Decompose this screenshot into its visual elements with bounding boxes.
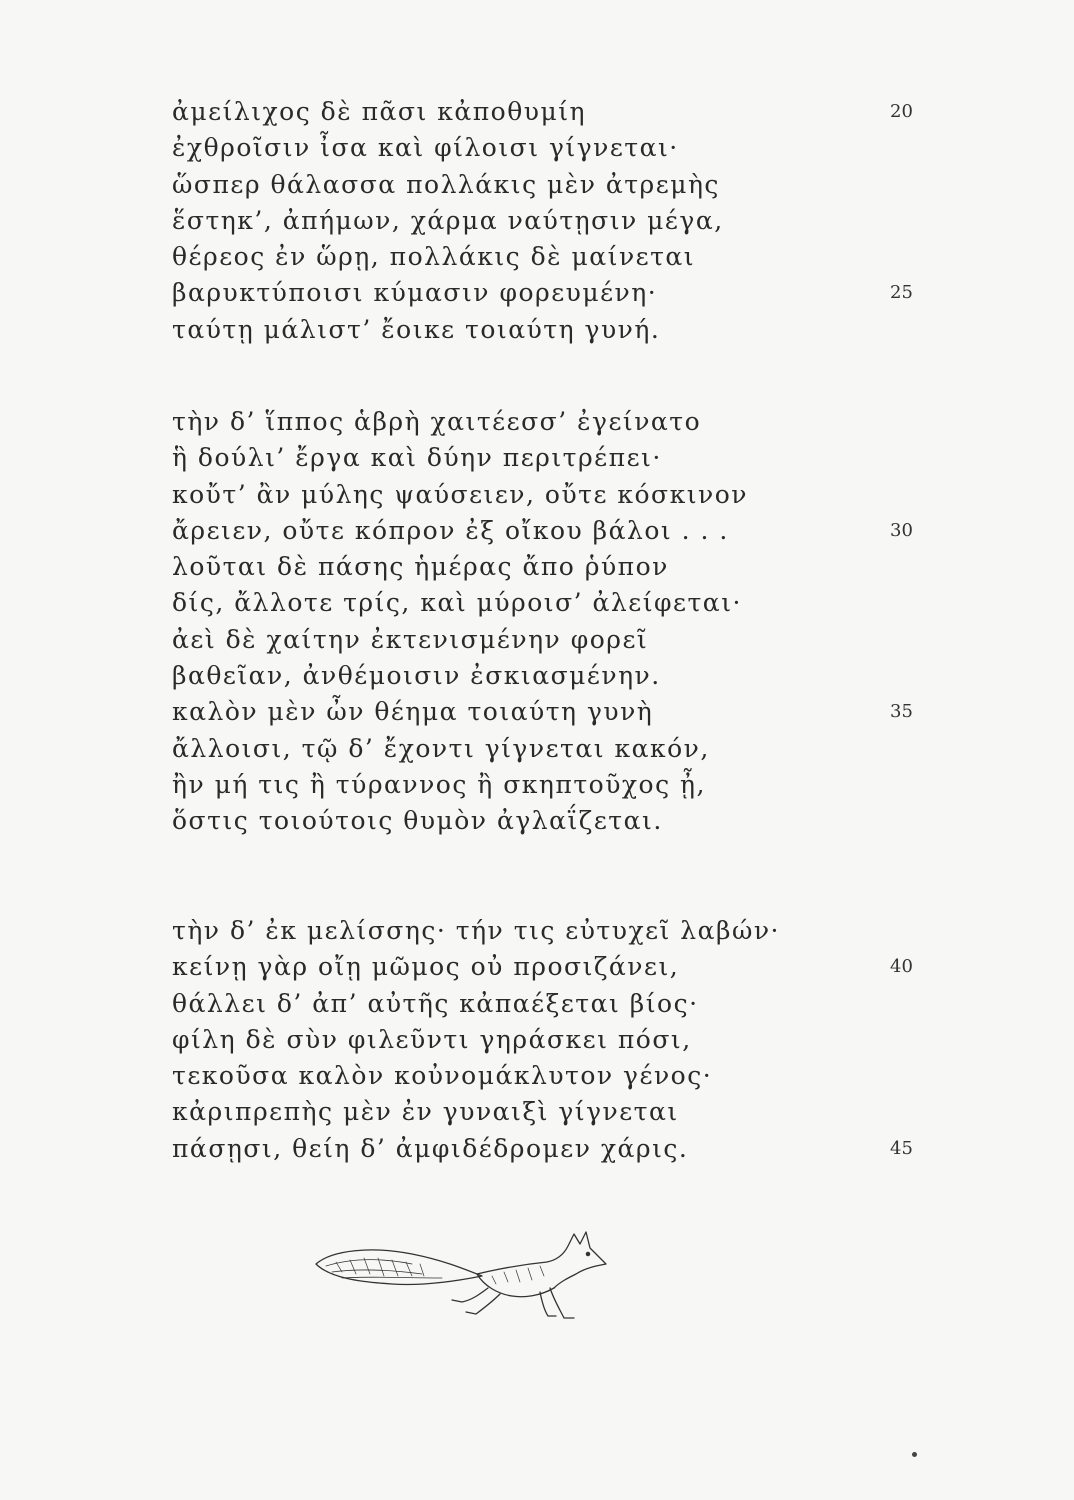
verse-text: ἢν μή τις ἢ τύραννος ἢ σκηπτοῦχος ᾖ, (172, 769, 706, 799)
verse-line (172, 477, 932, 513)
verse-line (172, 767, 932, 803)
verse-text: ταύτῃ μάλιστ’ ἔοικε τοιαύτη γυνή. (172, 314, 661, 344)
verse-text: ἀεὶ δὲ χαίτην ἐκτενισμένην φορεῖ (172, 624, 649, 654)
verse-text: ἐχθροῖσιν ἶσα καὶ φίλοισι γίγνεται· (172, 133, 679, 163)
verse-text: κείνῃ γὰρ οἴῃ μῶμος οὐ προσιζάνει, (172, 952, 680, 982)
verse-text: ἕστηκ’, ἀπήμων, χάρμα ναύτῃσιν μέγα, (172, 205, 724, 235)
verse-line (172, 1022, 932, 1058)
stanza-1 (172, 94, 932, 348)
verse-line (172, 275, 932, 311)
verse-text: πάσῃσι, θείη δ’ ἀμφιδέδρομεν χάρις. (172, 1133, 689, 1163)
verse-text: θέρεος ἐν ὥρῃ, πολλάκις δὲ μαίνεται (172, 242, 696, 272)
verse-text: φίλη δὲ σὺν φιλεῦντι γηράσκει πόσι, (172, 1024, 692, 1054)
verse-line (172, 731, 932, 767)
verse-line (172, 1094, 932, 1130)
verse-line (172, 840, 932, 876)
verse-line (172, 549, 932, 585)
verse-line (172, 130, 932, 166)
verse-line (172, 1131, 932, 1167)
line-number: 45 (890, 1137, 913, 1159)
verse-text: βαρυκτύποισι κύμασιν φορευμένη· (172, 278, 658, 308)
verse-text: κοὔτ’ ἂν μύλης ψαύσειεν, οὔτε κόσκινον (172, 479, 748, 509)
verse-text: ἀμείλιχος δὲ πᾶσι κἀποθυμίη (172, 97, 586, 126)
fox-icon (312, 1222, 612, 1326)
verse-text: ὅστις τοιούτοις θυμὸν ἀγλαΐζεται. (172, 806, 663, 836)
page-mark (912, 1452, 917, 1457)
stanza-3 (172, 913, 932, 1167)
line-number: 30 (890, 519, 913, 541)
verse-text: βαθεῖαν, ἀνθέμοισιν ἐσκιασμένην. (172, 661, 661, 691)
verse-text: λοῦται δὲ πάσης ἡμέρας ἄπο ῥύπον (172, 552, 669, 582)
verse-text: ἄλλοισι, τῷ δ’ ἔχοντι γίγνεται κακόν, (172, 733, 710, 763)
verse-line (172, 658, 932, 694)
verse-text: τὴν δ’ ἐκ μελίσσης· τήν τις εὐτυχεῖ λαβών· (172, 916, 781, 945)
line-number: 20 (890, 101, 913, 122)
line-number: 35 (890, 701, 913, 723)
verse-text: δίς, ἄλλοτε τρίς, καὶ μύροισ’ ἀλείφεται· (172, 588, 742, 618)
verse-line (172, 440, 932, 476)
verse-text: θάλλει δ’ ἀπ’ αὐτῆς κἀπαέξεται βίος· (172, 988, 699, 1018)
verse-line (172, 803, 932, 839)
verse-line (172, 949, 932, 985)
verse-line (172, 312, 932, 348)
verse-text: ἣ δούλι’ ἔργα καὶ δύην περιτρέπει· (172, 443, 662, 473)
verse-line (172, 404, 932, 440)
verse-line (172, 1058, 932, 1094)
verse-line (172, 585, 932, 621)
line-number: 40 (890, 956, 913, 978)
verse-line (172, 622, 932, 658)
verse-line (172, 986, 932, 1022)
verse-line (172, 513, 932, 549)
verse-text: καλὸν μὲν ὦν θέημα τοιαύτη γυνὴ (172, 697, 654, 727)
verse-line (172, 239, 932, 275)
verse-text: τεκοῦσα καλὸν κοὐνομάκλυτον γένος· (172, 1061, 713, 1091)
line-number: 25 (890, 282, 913, 304)
verse-line (172, 94, 932, 130)
verse-text: κἀριπρεπὴς μὲν ἐν γυναιξὶ γίγνεται (172, 1097, 679, 1127)
verse-text: ὥσπερ θάλασσα πολλάκις μὲν ἀτρεμὴς (172, 169, 720, 199)
verse-line (172, 694, 932, 730)
verse-line (172, 913, 932, 949)
verse-text: ἄρειεν, οὔτε κόπρον ἐξ οἴκου βάλοι . . . (172, 515, 729, 545)
verse-line (172, 167, 932, 203)
stanza-2 (172, 404, 932, 876)
verse-text: τὴν δ’ ἵππος ἁβρὴ χαιτέεσσ’ ἐγείνατο (172, 407, 702, 436)
verse-line (172, 203, 932, 239)
